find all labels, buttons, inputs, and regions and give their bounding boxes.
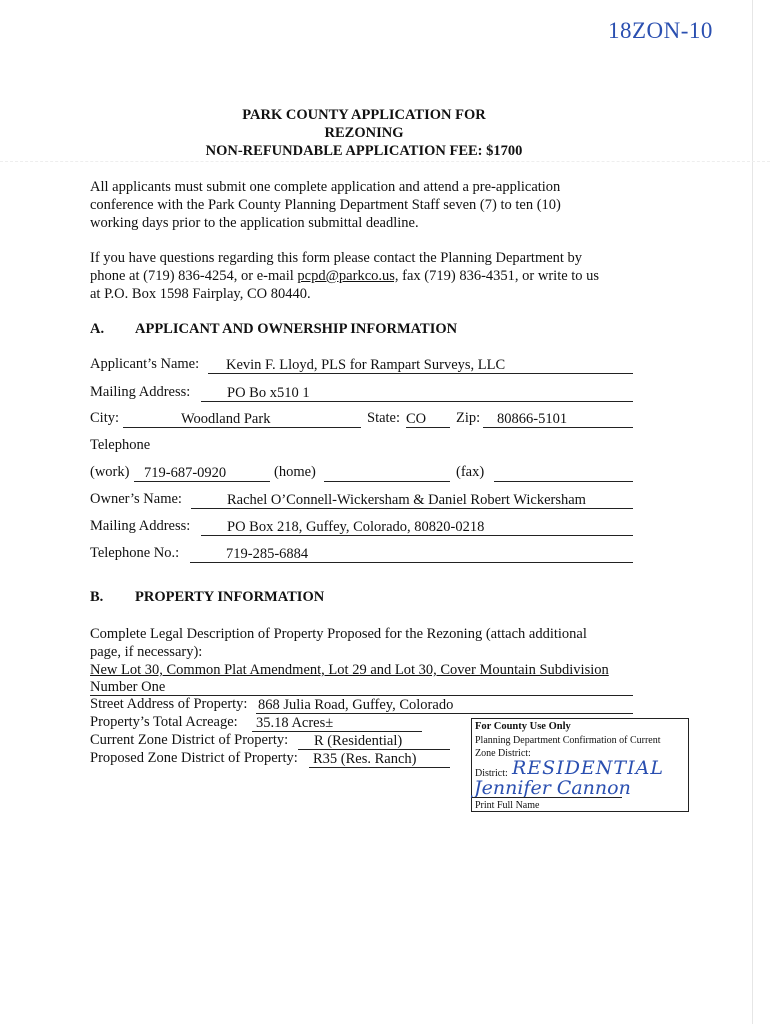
work-label: (work) xyxy=(90,464,130,480)
state-field[interactable] xyxy=(406,410,450,428)
legal-description-value-2: Number One xyxy=(90,679,166,695)
applicant-name-value: Kevin F. Lloyd, PLS for Rampart Surveys, LLC xyxy=(226,357,506,373)
county-box-confirmation-line-1: Planning Department Confirmation of Current xyxy=(475,735,661,746)
applicant-name-row xyxy=(90,356,650,374)
fold-line xyxy=(0,161,770,162)
work-phone-value: 719-687-0920 xyxy=(144,465,227,481)
home-phone-field[interactable] xyxy=(324,464,450,482)
owner-phone-label: Telephone No.: xyxy=(90,545,180,561)
state-value: CO xyxy=(406,411,427,427)
home-label: (home) xyxy=(274,464,316,480)
section-b-heading xyxy=(90,589,324,606)
contact-line-3: at P.O. Box 1598 Fairplay, CO 80440. xyxy=(90,286,311,302)
owner-phone-value: 719-285-6884 xyxy=(226,546,309,562)
county-box-heading: For County Use Only xyxy=(475,721,571,732)
handwritten-full-name: Jennifer Cannon xyxy=(474,777,631,799)
applicant-name-label: Applicant’s Name: xyxy=(90,356,200,372)
current-zone-field[interactable] xyxy=(298,732,450,750)
district-label: District: xyxy=(475,768,508,779)
street-address-label: Street Address of Property: xyxy=(90,696,248,712)
state-label: State: xyxy=(367,410,401,426)
applicant-mailing-row xyxy=(90,384,650,402)
owner-phone-row xyxy=(90,545,650,563)
zip-value: 80866-5101 xyxy=(497,411,568,427)
city-value: Woodland Park xyxy=(181,411,271,427)
city-field[interactable] xyxy=(123,410,361,428)
print-full-name-label: Print Full Name xyxy=(475,800,540,811)
proposed-zone-label: Proposed Zone District of Property: xyxy=(90,750,298,766)
section-b-title: PROPERTY INFORMATION xyxy=(135,589,325,605)
applicant-name-field[interactable] xyxy=(208,356,633,374)
telephone-row xyxy=(90,464,650,482)
page-edge xyxy=(752,0,753,1024)
owner-mailing-row xyxy=(90,518,650,536)
contact-line-1: If you have questions regarding this form please contact the Planning Department by xyxy=(90,250,583,266)
legal-description-value-1[interactable]: New Lot 30, Common Plat Amendment, Lot 29 and Lot 30, Cover Mountain Subdivision xyxy=(90,662,609,678)
acreage-label: Property’s Total Acreage: xyxy=(90,714,238,730)
current-zone-value: R (Residential) xyxy=(314,733,403,749)
acreage-value: 35.18 Acres± xyxy=(256,715,334,731)
acreage-field[interactable] xyxy=(252,714,422,732)
legal-description-row-2 xyxy=(90,678,650,696)
title-line-1: PARK COUNTY APPLICATION FOR xyxy=(242,107,486,123)
zip-field[interactable] xyxy=(483,410,633,428)
telephone-label: Telephone xyxy=(90,437,151,453)
intro-line-3: working days prior to the application submittal deadline. xyxy=(90,215,419,231)
county-box-confirmation-line-2: Zone District: xyxy=(475,748,531,759)
zip-label: Zip: xyxy=(456,410,481,426)
district-handwritten-value: RESIDENTIAL xyxy=(512,757,664,779)
street-address-value: 868 Julia Road, Guffey, Colorado xyxy=(258,697,454,713)
owner-name-value: Rachel O’Connell-Wickersham & Daniel Robert Wickersham xyxy=(227,492,586,508)
fax-label: (fax) xyxy=(456,464,485,480)
proposed-zone-field[interactable] xyxy=(309,750,450,768)
owner-mailing-label: Mailing Address: xyxy=(90,518,191,534)
street-address-row xyxy=(90,696,650,714)
email-link[interactable]: pcpd@parkco.us, xyxy=(297,268,399,284)
work-phone-field[interactable] xyxy=(134,464,270,482)
section-b-number: B. xyxy=(90,589,104,605)
city-state-zip-row xyxy=(90,410,650,428)
section-a-heading xyxy=(90,321,457,338)
applicant-mailing-field[interactable] xyxy=(201,384,633,402)
current-zone-label: Current Zone District of Property: xyxy=(90,732,289,748)
owner-mailing-value: PO Box 218, Guffey, Colorado, 80820-0218 xyxy=(227,519,485,535)
fax-field[interactable] xyxy=(494,464,633,482)
applicant-mailing-value: PO Bo x510 1 xyxy=(227,385,310,401)
city-label: City: xyxy=(90,410,120,426)
case-number-stamp: 18ZON-10 xyxy=(608,18,713,43)
legal-description-line-2: page, if necessary): xyxy=(90,644,203,660)
section-a-title: APPLICANT AND OWNERSHIP INFORMATION xyxy=(135,321,458,337)
intro-line-1: All applicants must submit one complete application and attend a pre-application xyxy=(90,179,561,195)
county-use-only-box xyxy=(471,718,689,812)
legal-description-field-2[interactable] xyxy=(90,678,633,696)
proposed-zone-row xyxy=(90,750,460,768)
owner-name-field[interactable] xyxy=(191,491,633,509)
legal-description-line-1: Complete Legal Description of Property Proposed for the Rezoning (attach additional xyxy=(90,626,587,642)
owner-phone-field[interactable] xyxy=(190,545,633,563)
street-address-field[interactable] xyxy=(256,696,633,714)
applicant-mailing-label: Mailing Address: xyxy=(90,384,191,400)
contact-line-2 xyxy=(90,267,599,286)
owner-name-label: Owner’s Name: xyxy=(90,491,182,507)
signature-line xyxy=(472,797,622,798)
acreage-row xyxy=(90,714,460,732)
title-line-3: NON-REFUNDABLE APPLICATION FEE: $1700 xyxy=(205,143,523,159)
owner-name-row xyxy=(90,491,650,509)
section-a-number: A. xyxy=(90,321,105,337)
current-zone-row xyxy=(90,732,460,750)
title-line-2: REZONING xyxy=(324,125,404,141)
intro-line-2: conference with the Park County Planning Department Staff seven (7) to ten (10) xyxy=(90,197,561,213)
proposed-zone-value: R35 (Res. Ranch) xyxy=(313,751,417,767)
contact-fax-text: fax (719) 836-4351, or write to us xyxy=(398,268,600,284)
contact-phone-text: phone at (719) 836-4254, or e-mail xyxy=(90,268,298,284)
owner-mailing-field[interactable] xyxy=(201,518,633,536)
